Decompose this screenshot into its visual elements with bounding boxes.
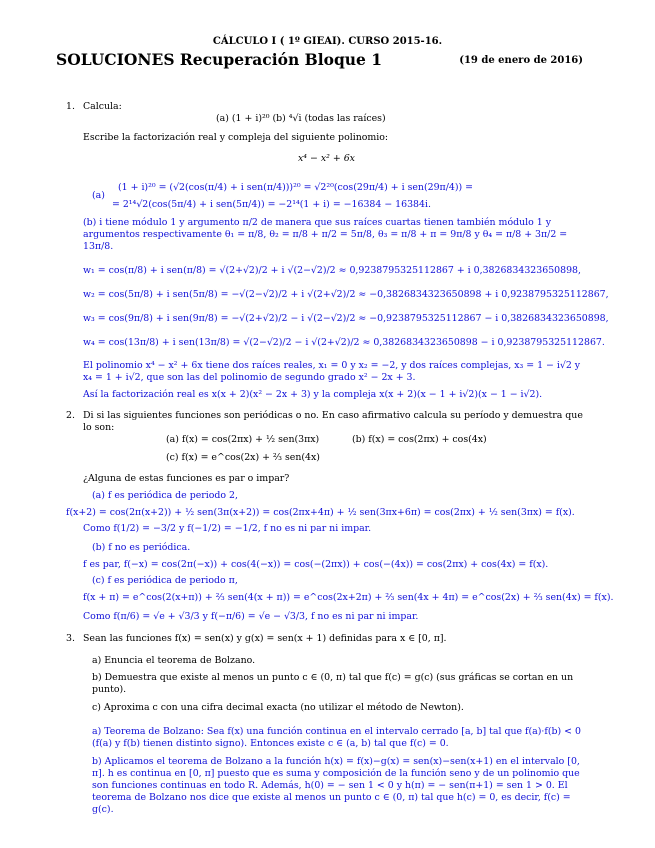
solution-2a-parity: Como f(1/2) = −3/2 y f(−1/2) = −1/2, f no es ni par ni impar. — [83, 523, 372, 534]
solution-a-line1: (1 + i)²⁰ = (√2(cos(π/4) + i sen(π/4)))²⁰ = √2²⁰(cos(29π/4) + i sen(29π/4)) = — [118, 182, 473, 193]
problem-3-number: 3. — [66, 633, 75, 644]
root-w1: w₁ = cos(π/8) + i sen(π/8) = √(2+√2)/2 + i √(2−√2)/2 ≈ 0,9238795325112867 + i 0,3826834323650898, — [83, 265, 581, 276]
solution-a-label: (a) — [92, 190, 105, 201]
factorization-prompt: Escribe la factorización real y compleja del siguiente polinomio: — [83, 132, 389, 143]
parity-question: ¿Alguna de estas funciones es par o impar? — [83, 473, 290, 484]
solution-2c-title: (c) f es periódica de periodo π, — [92, 575, 238, 586]
question-3c: c) Aproxima c con una cifra decimal exacta (no utilizar el método de Newton). — [92, 702, 464, 713]
solution-2b-title: (b) f no es periódica. — [92, 542, 191, 553]
question-3a: a) Enuncia el teorema de Bolzano. — [92, 655, 256, 666]
solution-2c-parity: Como f(π/6) = √e + √3/3 y f(−π/6) = √e − √3/3, f no es ni par ni impar. — [83, 611, 419, 622]
solution-3a: a) Teorema de Bolzano: Sea f(x) una función continua en el intervalo cerrado [a, b] tal que f(a)·f(b) < 0 (f(a) y f(b) tienen distinto signo). Entonces existe c ∈ (a, b) tal que f(c) = 0. — [92, 726, 581, 749]
problem-2-number: 2. — [66, 410, 75, 421]
problem-1-parts: (a) (1 + i)²⁰ (b) ⁴√i (todas las raíces) — [216, 113, 386, 124]
solution-a-line2: = 2¹⁴√2(cos(5π/4) + i sen(5π/4)) = −2¹⁴(1 + i) = −16384 − 16384i. — [112, 199, 431, 210]
function-c: (c) f(x) = e^cos(2x) + ⅔ sen(4x) — [166, 452, 320, 463]
exam-date: (19 de enero de 2016) — [459, 55, 583, 66]
solution-2a-equation: f(x+2) = cos(2π(x+2)) + ½ sen(3π(x+2)) = cos(2πx+4π) + ½ sen(3πx+6π) = cos(2πx) + ½ sen(3πx) = f(x). — [66, 507, 575, 518]
question-3b: b) Demuestra que existe al menos un punto c ∈ (0, π) tal que f(c) = g(c) (sus gráficas se cortan en un punto). — [92, 672, 574, 695]
root-w4: w₄ = cos(13π/8) + i sen(13π/8) = √(2−√2)/2 − i √(2+√2)/2 ≈ 0,3826834323650898 − i 0,9238795325112867. — [83, 337, 605, 348]
polynomial: x⁴ − x² + 6x — [298, 153, 355, 164]
function-b: (b) f(x) = cos(2πx) + cos(4x) — [352, 434, 487, 445]
factorization-result: Así la factorización real es x(x + 2)(x² − 2x + 3) y la compleja x(x + 2)(x − 1 + i√2)(x − 1 − i√2). — [83, 389, 543, 400]
solution-2b-parity: f es par, f(−x) = cos(2π(−x)) + cos(4(−x)) = cos(−(2πx)) + cos(−(4x)) = cos(2πx) + cos(4x) = f(x). — [83, 559, 549, 570]
function-a: (a) f(x) = cos(2πx) + ½ sen(3πx) — [166, 434, 320, 445]
root-w3: w₃ = cos(9π/8) + i sen(9π/8) = −√(2+√2)/2 − i √(2−√2)/2 ≈ −0,9238795325112867 − i 0,3826834323650898, — [83, 313, 609, 324]
root-w2: w₂ = cos(5π/8) + i sen(5π/8) = −√(2−√2)/2 + i √(2+√2)/2 ≈ −0,3826834323650898 + i 0,9238795325112867, — [83, 289, 609, 300]
problem-1-number: 1. — [66, 101, 75, 112]
problem-1-intro: Calcula: — [83, 101, 122, 112]
solution-2a-title: (a) f es periódica de periodo 2, — [92, 490, 238, 501]
page-title: SOLUCIONES Recuperación Bloque 1 — [56, 50, 383, 69]
problem-2-intro: Di si las siguientes funciones son periódicas o no. En caso afirmativo calcula su período y demuestra que lo son: — [83, 410, 583, 433]
solution-2c-equation: f(x + π) = e^cos(2(x+π)) + ⅔ sen(4(x + π)) = e^cos(2x+2π) + ⅔ sen(4x + 4π) = e^cos(2x) + ⅔ sen(4x) = f(x). — [83, 592, 614, 603]
polynomial-roots: El polinomio x⁴ − x² + 6x tiene dos raíces reales, x₁ = 0 y x₂ = −2, y dos raíces complejas, x₃ = 1 − i√2 y x₄ = 1 + i√2, que son las del polinomio de segundo grado x² − 2x + 3. — [83, 360, 581, 383]
solution-b-text: (b) i tiene módulo 1 y argumento π/2 de manera que sus raíces cuartas tienen también módulo 1 y argumentos respectivamente θ₁ = π/8, θ₂ = π/8 + π/2 = 5π/8, θ₃ = π/8 + π = 9π/8 y θ₄ = π/8 + 3π/2 = 13π/8. — [83, 217, 568, 252]
course-header: CÁLCULO I ( 1º GIEAI). CURSO 2015-16. — [212, 36, 443, 47]
problem-3-intro: Sean las funciones f(x) = sen(x) y g(x) = sen(x + 1) definidas para x ∈ [0, π]. — [83, 633, 447, 644]
solution-3b: b) Aplicamos el teorema de Bolzano a la función h(x) = f(x)−g(x) = sen(x)−sen(x+1) en el intervalo [0, π]. h es continua en [0, π] puesto que es suma y composición de la función seno y de un polinomio que son funciones continuas en todo R. Además, h(0) = − sen 1 < 0 y h(π) = − sen(π+1) = sen 1 > 0. El teorema de Bolzano nos dice que existe al menos un punto c ∈ (0, π) tal que h(c) = 0, es decir, f(c) = g(c). — [92, 756, 580, 815]
